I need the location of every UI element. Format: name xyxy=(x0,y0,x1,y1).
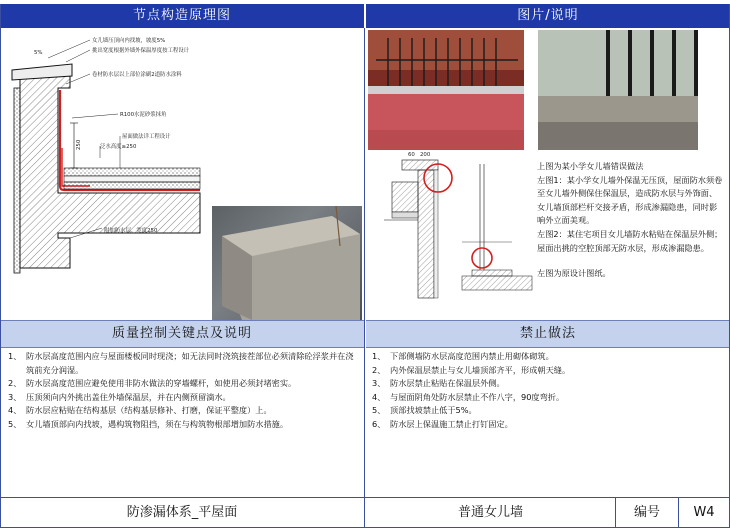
description-title: 上图为某小学女儿墙错误做法 xyxy=(537,161,644,171)
description-note: 左图为原设计图纸。 xyxy=(537,268,611,279)
header-photo-description: 图片/说明 xyxy=(366,4,730,28)
label-coping-slope: 女儿墙压顶向内找坡，坡度5% xyxy=(92,38,166,44)
header-forbidden-practices: 禁止做法 xyxy=(366,320,730,348)
list-item: 2、 内外保温层禁止与女儿墙顶部齐平，形成朝天缝。 xyxy=(372,364,571,375)
list-item: 5、 女儿墙顶部向内找坡，遇构筑物阻挡，须在与构筑物根部增加防水措施。 xyxy=(8,418,289,429)
header-quality-control: 质量控制关键点及说明 xyxy=(0,320,364,348)
dim-250: 250 xyxy=(76,139,82,150)
quality-control-list xyxy=(8,350,360,431)
photo-description xyxy=(537,160,723,281)
header-node-principle: 节点构造原理图 xyxy=(0,4,364,28)
footer-code-label: 编号 xyxy=(633,505,660,520)
dim-60: 60 xyxy=(408,152,415,158)
label-fillet: R100水泥砂浆抹角 xyxy=(120,112,167,118)
list-item: 2、 防水层高度范围应避免使用非防水做法的穿墙螺杆，如使用必须封堵密实。 xyxy=(8,378,297,388)
border-left xyxy=(0,4,1,528)
slope-label: 5% xyxy=(34,50,43,56)
label-flashing-height: 泛水高度≥250 xyxy=(100,144,137,150)
list-item: 1、 下部侧墙防水层高度范围内禁止用砌体砌筑。 xyxy=(372,351,554,361)
list-item: 1、 防水层高度范围内应与屋面楼板同时现浇；如无法同时浇筑接茬部位必须清除砼浮浆并在浇筑前充分润湿。 xyxy=(8,351,354,375)
coping-photo xyxy=(212,206,362,320)
description-figure-1: 左图1：某小学女儿墙外保温无压顶，屋面防水须卷至女儿墙外侧保住保温层，造成防水层与外饰面、女儿墙顶部栏杆交接矛盾，形成渗漏隐患，同时影响外立面美观。 xyxy=(537,174,723,226)
label-overhang: 挑出宽度根据外墙外保温厚度按工程设计 xyxy=(92,48,190,54)
list-item: 6、 防水层上保温施工禁止打钉固定。 xyxy=(372,418,513,429)
description-figure-2: 左图2：某住宅项目女儿墙防水粘贴在保温层外侧；屋面出挑的空腔顶部无防水层，形成渗漏隐患。 xyxy=(537,228,723,253)
label-roof-design: 屋面做法详工程设计 xyxy=(122,134,171,140)
list-item: 4、 防水层应粘贴在结构基层（结构基层修补、打磨，保证平整度）上。 xyxy=(8,405,272,415)
label-coating: 卷材防水层以上部位涂刷2道防水涂料 xyxy=(92,72,182,78)
footer-node: 普通女儿墙 xyxy=(457,505,523,520)
list-item: 3、 防水层禁止粘贴在保温层外侧。 xyxy=(372,378,505,388)
forbidden-list xyxy=(372,350,724,431)
problem-circle-bottom xyxy=(472,248,492,268)
list-item: 3、 压顶须向内外挑出盖住外墙保温层，并在内侧预留滴水。 xyxy=(8,391,231,402)
residential-parapet-photo xyxy=(538,30,698,150)
school-parapet-photo xyxy=(368,30,524,150)
list-item: 5、 顶部找坡禁止低于5%。 xyxy=(372,405,477,415)
footer-system: 防渗漏体系_平屋面 xyxy=(126,505,238,520)
footer-code: W4 xyxy=(693,505,715,520)
list-item: 4、 与屋面阴角处防水层禁止不作八字，90度弯折。 xyxy=(372,391,565,402)
node-diagram-panel xyxy=(0,28,364,320)
label-additional-layer: 附加防水层，宽度250 xyxy=(104,228,158,234)
original-design-drawing xyxy=(372,150,538,320)
dim-200: 200 xyxy=(420,152,431,158)
divider-center xyxy=(364,28,365,528)
